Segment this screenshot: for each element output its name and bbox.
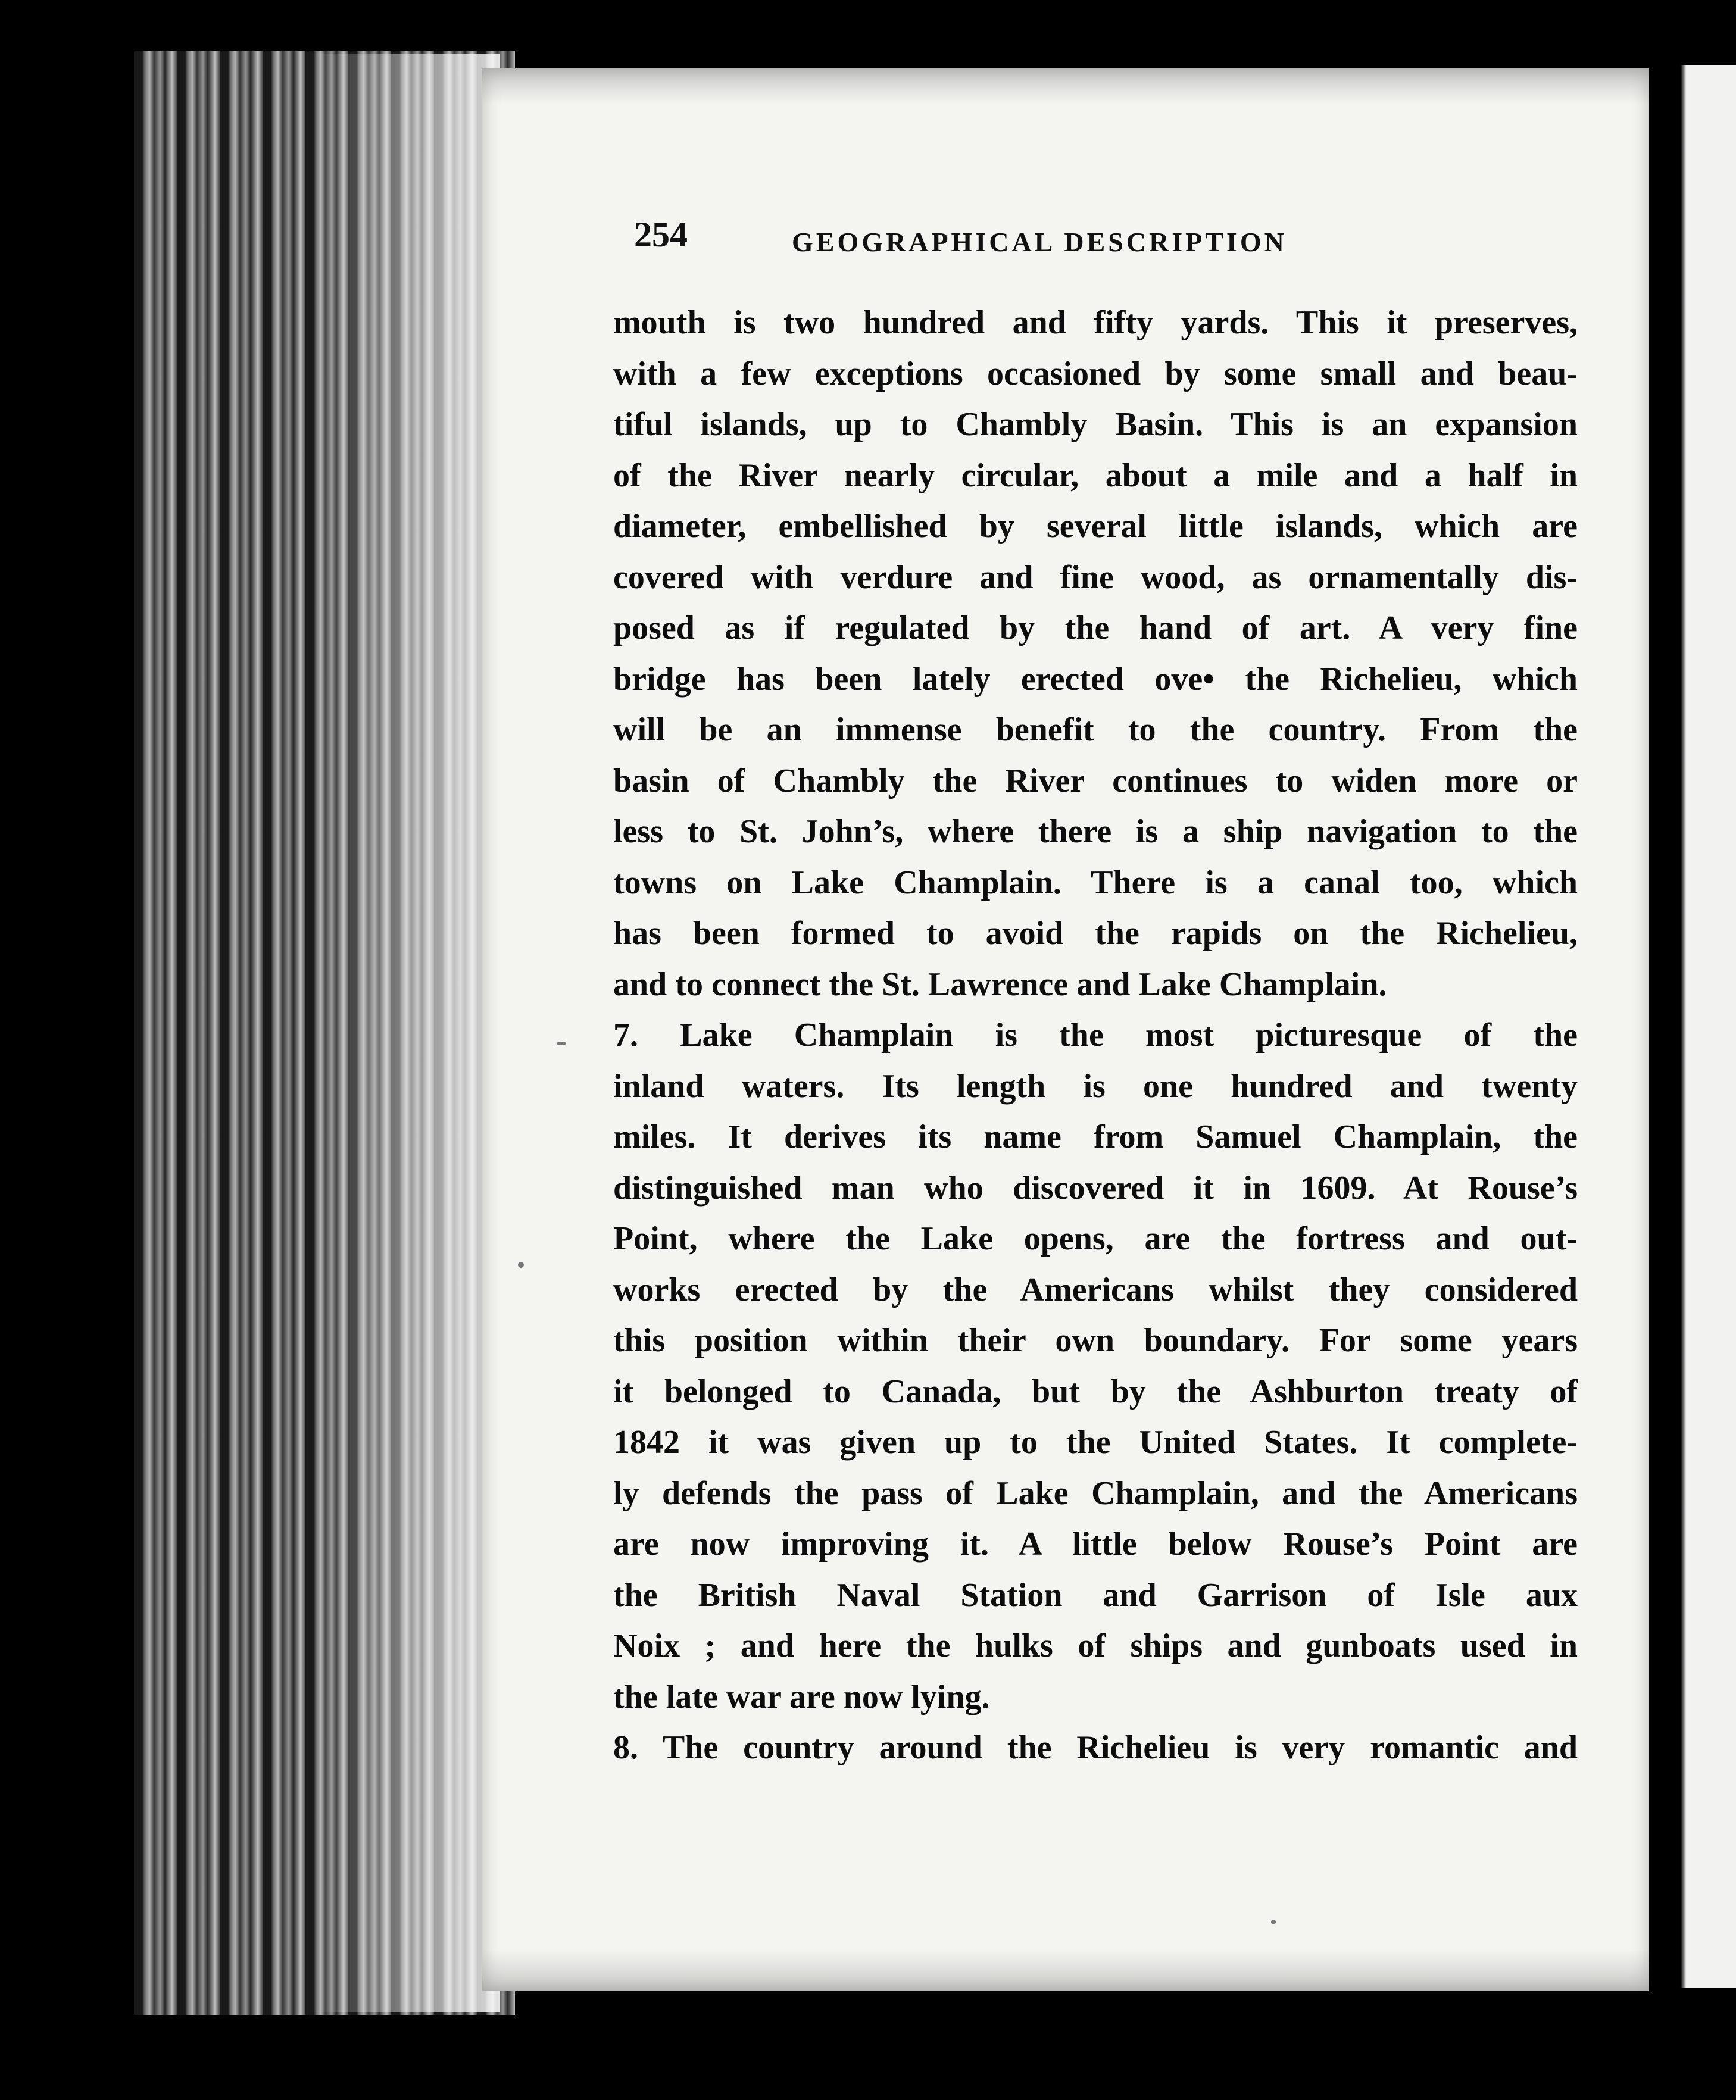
page-top-shadow xyxy=(482,68,1649,104)
text-line: posed as if regulated by the hand of art. A very fine xyxy=(613,610,1578,646)
text-line: has been formed to avoid the rapids on the Richelieu, xyxy=(613,915,1578,952)
text-line: are now improving it. A little below Rouse’s Point are xyxy=(613,1526,1578,1562)
text-line: ly defends the pass of Lake Champlain, and the Americans xyxy=(613,1474,1578,1512)
text-line: basin of Chambly the River continues to widen more or xyxy=(613,762,1578,799)
text-line: of the River nearly circular, about a mile and a half in xyxy=(613,457,1578,494)
facing-page-edge xyxy=(1667,65,1736,1988)
text-line: and to connect the St. Lawrence and Lake Champlain. xyxy=(613,965,1387,1003)
page-edge-shading xyxy=(310,54,500,2012)
text-line: 8. The country around the Richelieu is very romantic and xyxy=(613,1729,1578,1766)
page-bottom-shadow xyxy=(482,1949,1649,1991)
ink-speck xyxy=(1271,1920,1276,1924)
body-text xyxy=(613,298,1578,1774)
ink-speck xyxy=(557,1042,566,1045)
text-line: this position within their own boundary. For some years xyxy=(613,1322,1578,1359)
text-line: with a few exceptions occasioned by some small and beau- xyxy=(613,355,1578,392)
running-head: GEOGRAPHICAL DESCRIPTION xyxy=(792,227,1287,257)
text-line: diameter, embellished by several little islands, which are xyxy=(613,508,1578,545)
text-line: towns on Lake Champlain. There is a canal too, which xyxy=(613,864,1578,901)
text-line: the late war are now lying. xyxy=(613,1678,990,1715)
text-line: miles. It derives its name from Samuel Champlain, the xyxy=(613,1118,1578,1155)
text-line: mouth is two hundred and fifty yards. This it preserves, xyxy=(613,304,1578,341)
page-number: 254 xyxy=(634,215,688,254)
text-line: 1842 it was given up to the United States. It complete- xyxy=(613,1424,1578,1461)
text-line: 7. Lake Champlain is the most picturesque of the xyxy=(613,1017,1578,1054)
text-line: less to St. John’s, where there is a ship navigation to the xyxy=(613,813,1578,850)
text-line: the British Naval Station and Garrison of Isle aux xyxy=(613,1576,1578,1614)
text-line: covered with verdure and fine wood, as ornamentally dis- xyxy=(613,558,1578,596)
text-line: bridge has been lately erected ove• the Richelieu, which xyxy=(613,660,1578,698)
page-header xyxy=(634,214,1563,268)
text-line: distinguished man who discovered it in 1609. At Rouse’s xyxy=(613,1169,1578,1207)
ink-speck xyxy=(518,1262,524,1268)
text-line: inland waters. Its length is one hundred and twenty xyxy=(613,1067,1578,1105)
text-line: tiful islands, up to Chambly Basin. This is an expansion xyxy=(613,406,1578,443)
text-line: Point, where the Lake opens, are the fortress and out- xyxy=(613,1220,1578,1257)
text-line: will be an immense benefit to the country. From the xyxy=(613,711,1578,748)
text-line: works erected by the Americans whilst they considered xyxy=(613,1271,1578,1308)
text-line: Noix ; and here the hulks of ships and gunboats used in xyxy=(613,1627,1578,1664)
text-line: it belonged to Canada, but by the Ashburton treaty of xyxy=(613,1373,1578,1410)
